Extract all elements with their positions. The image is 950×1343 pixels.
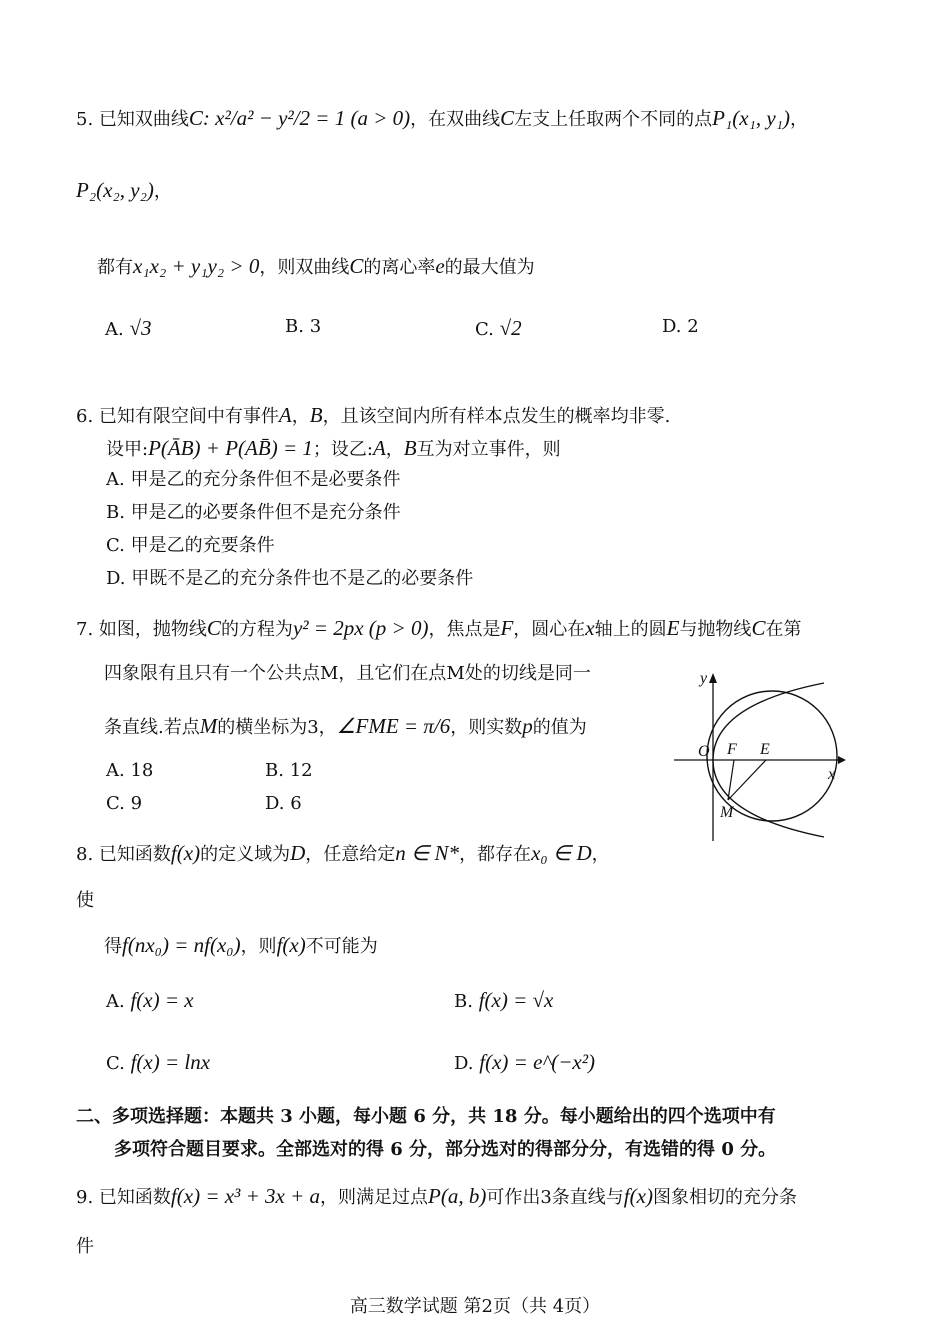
option-value: f(x) = x — [130, 988, 194, 1012]
q9-text: 已知函数 — [98, 1187, 171, 1208]
q7-option-a — [106, 762, 153, 780]
math-symbol: e — [435, 254, 445, 278]
q7-text: 的横坐标为3， — [217, 717, 337, 738]
label-e: E — [760, 741, 770, 758]
q5-text: 的最大值为 — [444, 257, 535, 278]
q5-text: 已知双曲线 — [98, 109, 189, 130]
q5-line2 — [76, 180, 172, 201]
punctuation: ， — [291, 406, 310, 427]
q8-text: ，则 — [240, 936, 277, 957]
q8-line1 — [76, 843, 610, 864]
q8-line3 — [104, 935, 378, 956]
q6-option-d — [106, 570, 473, 588]
q7-text: ，焦点是 — [428, 619, 501, 640]
q6-option-b — [106, 504, 401, 522]
q9-line1 — [76, 1186, 797, 1207]
q6-text: 设甲: — [106, 439, 149, 460]
math-symbol: C — [500, 106, 515, 130]
q8-text: ，都存在 — [459, 844, 532, 865]
q6-option-c — [106, 537, 275, 555]
q6-text: ；设乙: — [312, 439, 373, 460]
q6-line1 — [76, 405, 670, 426]
q7-option-d — [265, 795, 302, 813]
option-label: C. — [475, 319, 494, 340]
label-f: F — [727, 741, 737, 758]
math-symbol: C — [751, 616, 766, 640]
option-value: 18 — [130, 760, 154, 781]
option-value: 2 — [687, 316, 699, 337]
q8-option-a — [106, 990, 194, 1011]
q9-text: 条直线与 — [551, 1187, 624, 1208]
q9-text: 图象相切的充分条 — [652, 1187, 797, 1208]
math-symbol: M — [199, 714, 218, 738]
option-value: 12 — [289, 760, 313, 781]
parabola-equation: y² = 2px (p > 0) — [292, 616, 429, 640]
option-label: C. — [106, 793, 125, 814]
math-symbol: C — [206, 616, 221, 640]
angle-equation: ∠FME = π/6 — [336, 714, 451, 738]
math-symbol: A — [372, 436, 386, 460]
q8-option-c — [106, 1052, 210, 1073]
condition-inequality: x₁x₂ + y₁y₂ > 0 — [133, 254, 260, 278]
math-symbol: B — [403, 436, 417, 460]
option-label: D. — [454, 1053, 474, 1074]
label-x: x — [828, 766, 836, 783]
option-label: B. — [265, 760, 284, 781]
math-symbol: B — [309, 403, 323, 427]
q9-text: 件 — [76, 1236, 94, 1257]
probability-formula: P(ĀB) + P(AB̄) = 1 — [148, 436, 313, 460]
q6-option-a — [106, 471, 400, 489]
option-value: f(x) = lnx — [130, 1050, 211, 1074]
q5-text: ，则双曲线 — [259, 257, 350, 278]
section-text: 二、多项选择题：本题共 3 小题，每小题 6 分，共 18 分。每小题给出的四个选项中有 — [76, 1106, 776, 1127]
q7-text: 如图，抛物线 — [98, 619, 207, 640]
option-value: 6 — [290, 793, 302, 814]
punctuation: ， — [790, 109, 808, 130]
option-label: B. — [454, 991, 473, 1012]
q5-text: 左支上任取两个不同的点 — [514, 109, 713, 130]
math-symbol: F — [500, 616, 514, 640]
math-expression: n ∈ N* — [395, 841, 460, 865]
option-text: 甲是乙的充要条件 — [130, 535, 275, 556]
x-axis-arrow — [838, 756, 846, 764]
function-symbol: f(x) — [170, 841, 201, 865]
option-text: 甲是乙的必要条件但不是充分条件 — [130, 502, 401, 523]
point-p1: P₁(x₁, y₁) — [712, 106, 790, 130]
q5-option-d — [662, 318, 699, 336]
point-p: P(a, b) — [428, 1184, 487, 1208]
q7-text: 与抛物线 — [679, 619, 752, 640]
q7-line2 — [104, 665, 591, 683]
q7-line3 — [104, 716, 587, 737]
section2-heading — [76, 1108, 776, 1126]
hyperbola-equation: C: x²/a² − y²/2 = 1 (a > 0) — [188, 106, 411, 130]
option-text: 甲既不是乙的充分条件也不是乙的必要条件 — [131, 568, 474, 589]
question-number: 8. — [76, 844, 94, 865]
option-value: √3 — [129, 316, 152, 340]
q7-option-b — [265, 762, 313, 780]
punctuation: ， — [385, 439, 404, 460]
q5-text: 的离心率 — [363, 257, 436, 278]
q7-text: 在第 — [765, 619, 802, 640]
q8-line2 — [76, 892, 94, 910]
option-label: D. — [106, 568, 126, 589]
q7-text: 条直线.若点 — [104, 717, 200, 738]
function-definition: f(x) = x³ + 3x + a — [170, 1184, 321, 1208]
option-value: √2 — [499, 316, 522, 340]
q9-text: 可作出 — [486, 1187, 541, 1208]
point-p2: P₂(x₂, y₂) — [76, 178, 154, 202]
q5-line3 — [97, 256, 535, 277]
label-m: M — [720, 804, 734, 821]
question-number: 5. — [76, 109, 94, 130]
y-axis-arrow — [709, 673, 717, 683]
functional-equation: f(nx₀) = nf(x₀) — [122, 933, 241, 957]
q7-text: 的值为 — [532, 717, 587, 738]
punctuation: ， — [153, 181, 172, 202]
q7-line1 — [76, 618, 801, 639]
q8-text: 得 — [104, 936, 122, 957]
q8-text: 不可能为 — [305, 936, 378, 957]
label-y: y — [700, 670, 708, 687]
option-label: A. — [105, 319, 124, 340]
page-footer: 高三数学试题 第2页（共 4页） — [349, 1296, 601, 1317]
q7-option-c — [106, 795, 142, 813]
q9-text: ，则满足过点 — [320, 1187, 429, 1208]
option-value: f(x) = √x — [478, 988, 554, 1012]
q6-line2 — [106, 438, 561, 459]
q5-option-c — [475, 318, 522, 339]
q7-text: 四象限有且只有一个公共点M，且它们在点M处的切线是同一 — [104, 663, 591, 684]
math-symbol: x — [585, 616, 595, 640]
option-value: 9 — [130, 793, 143, 814]
q6-text: 已知有限空间中有事件 — [98, 406, 279, 427]
q5-option-a — [105, 318, 152, 339]
q8-option-d — [454, 1052, 595, 1073]
parabola-circle-figure — [672, 665, 848, 843]
function-symbol: f(x) — [623, 1184, 653, 1208]
q7-text: 轴上的圆 — [594, 619, 667, 640]
number: 3 — [540, 1187, 552, 1208]
function-symbol: f(x) — [276, 933, 306, 957]
q7-text: ，则实数 — [450, 717, 523, 738]
math-symbol: A — [278, 403, 292, 427]
option-label: D. — [265, 793, 285, 814]
math-symbol: C — [349, 254, 364, 278]
math-symbol: p — [522, 714, 533, 738]
option-label: B. — [285, 316, 304, 337]
q8-text: ，任意给定 — [305, 844, 396, 865]
option-label: C. — [106, 1053, 125, 1074]
q5-option-b — [285, 318, 321, 336]
section2-heading-line2 — [114, 1141, 776, 1159]
q6-text: 互为对立事件，则 — [416, 439, 561, 460]
q5-line1 — [76, 108, 808, 129]
option-label: D. — [662, 316, 682, 337]
q6-text: ，且该空间内所有样本点发生的概率均非零. — [322, 406, 671, 427]
q8-text: 已知函数 — [98, 844, 171, 865]
q9-line2 — [76, 1238, 94, 1256]
option-label: B. — [106, 502, 125, 523]
q7-text: 的方程为 — [220, 619, 293, 640]
option-label: A. — [106, 760, 125, 781]
q8-text: 使 — [76, 890, 94, 911]
option-text: 甲是乙的充分条件但不是必要条件 — [130, 469, 401, 490]
q7-text: ，圆心在 — [513, 619, 586, 640]
q5-text: ，在双曲线 — [410, 109, 501, 130]
q8-option-b — [454, 990, 553, 1011]
option-label: C. — [106, 535, 125, 556]
math-symbol: D — [290, 841, 306, 865]
question-number: 9. — [76, 1187, 94, 1208]
option-label: A. — [106, 991, 125, 1012]
question-number: 7. — [76, 619, 94, 640]
punctuation: ， — [591, 844, 610, 865]
math-symbol: E — [666, 616, 680, 640]
q5-text: 都有 — [97, 257, 133, 278]
label-o: O — [698, 743, 710, 760]
q8-text: 的定义域为 — [200, 844, 291, 865]
math-expression: x₀ ∈ D — [531, 841, 592, 865]
section-text: 多项符合题目要求。全部选对的得 6 分，部分选对的得部分分，有选错的得 0 分。 — [114, 1139, 777, 1160]
option-label: A. — [106, 469, 125, 490]
question-number: 6. — [76, 406, 94, 427]
option-value: f(x) = e^(−x²) — [479, 1050, 596, 1074]
option-value: 3 — [309, 316, 322, 337]
